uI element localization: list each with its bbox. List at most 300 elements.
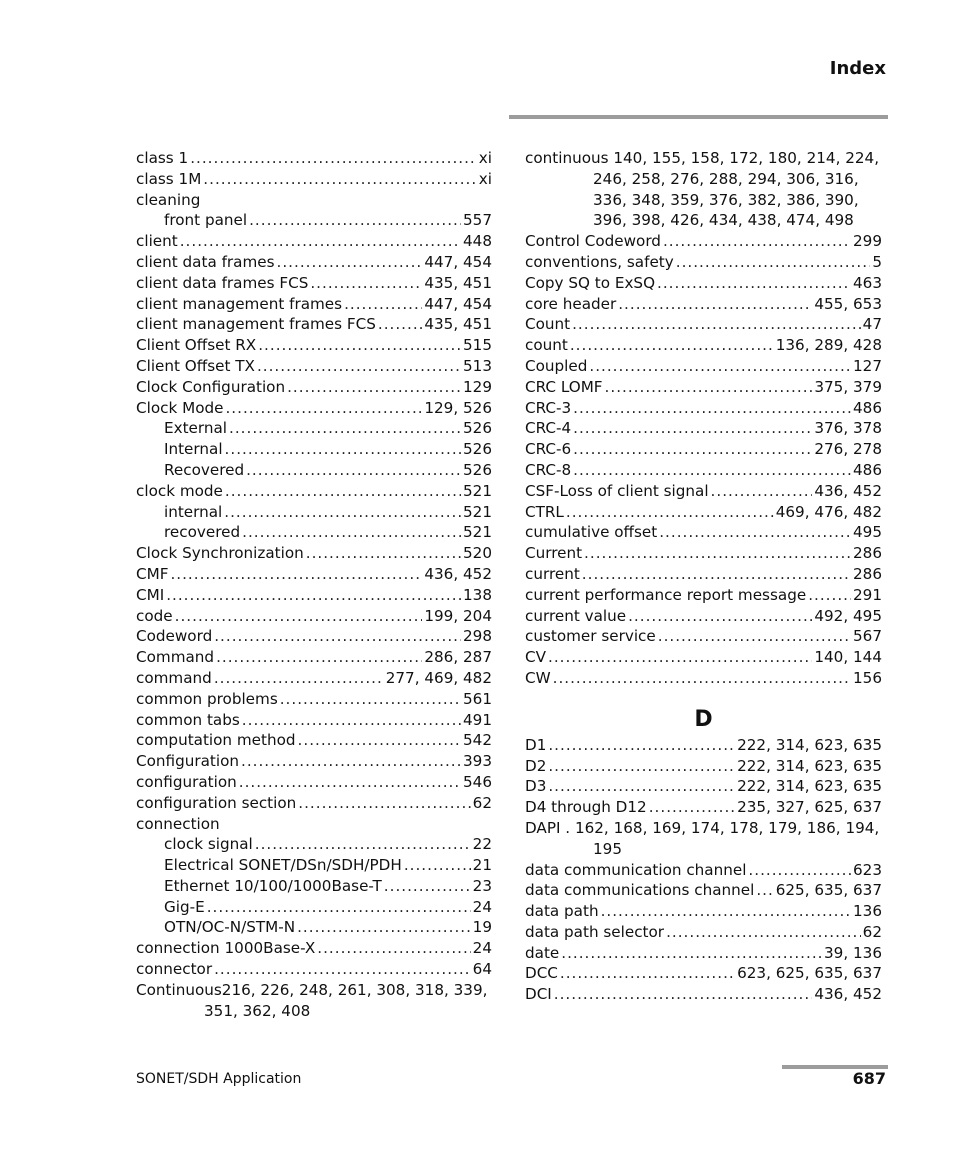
index-entry — [525, 963, 882, 984]
entry-pages: 526 — [463, 460, 492, 479]
entry-pages: 286 — [853, 544, 882, 563]
index-entry — [525, 231, 882, 252]
dot-leader — [618, 294, 812, 315]
entry-term: data communication channel — [525, 860, 747, 879]
dot-leader — [601, 901, 851, 922]
index-entry — [136, 377, 492, 398]
entry-term: Command — [136, 648, 215, 667]
index-entry — [136, 938, 492, 959]
index-entry — [525, 647, 882, 668]
entry-pages: 542 — [463, 731, 492, 750]
entry-pages: 486 — [853, 398, 882, 417]
dot-leader — [224, 502, 461, 523]
index-entry — [136, 418, 492, 439]
entry-term: command — [136, 668, 212, 687]
entry-term: count — [525, 336, 568, 355]
index-entry — [525, 543, 882, 564]
dot-leader — [808, 585, 851, 606]
entry-pages: 127 — [853, 356, 882, 375]
index-entry — [525, 943, 882, 964]
entry-term: connection — [136, 814, 220, 833]
entry-pages: 286, 287 — [424, 648, 492, 667]
entry-pages: 521 — [463, 502, 492, 521]
dot-leader — [572, 314, 861, 335]
entry-term: code — [136, 606, 173, 625]
dot-leader — [756, 880, 773, 901]
entry-term: DCI — [525, 985, 552, 1004]
entry-pages: 24 — [472, 939, 492, 958]
entry-pages: 222, 314, 623, 635 — [737, 756, 882, 775]
dot-leader — [306, 543, 461, 564]
entry-pages: 463 — [853, 273, 882, 292]
dot-leader — [298, 730, 461, 751]
index-entry — [136, 502, 492, 523]
entry-pages: 222, 314, 623, 635 — [737, 735, 882, 754]
index-entry — [136, 148, 492, 169]
entry-term: CRC-8 — [525, 460, 572, 479]
entry-pages: 136 — [853, 902, 882, 921]
dot-leader — [589, 356, 851, 377]
entry-term: CRC-3 — [525, 398, 572, 417]
index-entry — [136, 626, 492, 647]
index-entry — [136, 169, 492, 190]
entry-pages: 561 — [463, 689, 492, 708]
index-entry — [525, 626, 882, 647]
footer-page-number: 687 — [852, 1069, 886, 1088]
index-entry — [136, 356, 492, 377]
index-entry — [525, 564, 882, 585]
dot-leader — [658, 626, 851, 647]
entry-term: conventions, safety — [525, 252, 674, 271]
entry-term: Current — [525, 544, 583, 563]
entry-pages: 492, 495 — [814, 606, 882, 625]
entry-term: CMI — [136, 585, 165, 604]
dot-leader — [280, 689, 461, 710]
dot-leader — [548, 776, 735, 797]
entry-pages: 222, 314, 623, 635 — [737, 777, 882, 796]
entry-pages: 299 — [853, 232, 882, 251]
entry-term: current performance report message — [525, 585, 807, 604]
entry-term: Gig-E — [164, 897, 205, 916]
index-column-left — [136, 148, 492, 1021]
entry-term: cumulative offset — [525, 523, 658, 542]
entry-term: Recovered — [164, 460, 245, 479]
index-entry — [525, 377, 882, 398]
index-entry — [136, 231, 492, 252]
entry-pages: 486 — [853, 460, 882, 479]
page-header-title: Index — [829, 58, 886, 79]
entry-pages: 136, 289, 428 — [775, 336, 882, 355]
entry-pages: 435, 451 — [424, 273, 492, 292]
index-entry-dapi: DAPI . 162, 168, 169, 174, 178, 179, 186, 194, — [525, 818, 880, 837]
index-entry — [525, 522, 882, 543]
entry-term: front panel — [164, 211, 248, 230]
entry-term: Client Offset TX — [136, 356, 255, 375]
dot-leader — [180, 231, 461, 252]
index-entry — [525, 984, 882, 1005]
entry-term: class 1 — [136, 149, 189, 167]
dot-leader — [166, 585, 461, 606]
entry-term: client data frames — [136, 252, 275, 271]
index-entry — [525, 735, 882, 756]
entry-pages: 291 — [853, 585, 882, 604]
entry-pages: 526 — [463, 440, 492, 459]
index-entry — [136, 689, 492, 710]
entry-pages: 447, 454 — [424, 252, 492, 271]
entry-pages: 513 — [463, 356, 492, 375]
dot-leader — [287, 377, 461, 398]
dot-leader — [663, 231, 851, 252]
index-entry — [525, 460, 882, 481]
index-entry — [525, 860, 882, 881]
entry-term: configuration — [136, 772, 237, 791]
index-entry — [136, 772, 492, 793]
dot-leader — [277, 252, 423, 273]
dot-leader — [242, 710, 461, 731]
dot-leader — [570, 335, 774, 356]
entry-pages: 62 — [472, 793, 492, 812]
entry-term: CRC LOMF — [525, 377, 603, 396]
entry-pages: 140, 144 — [814, 648, 882, 667]
index-entry — [136, 668, 492, 689]
entry-pages: 491 — [463, 710, 492, 729]
entry-pages: 515 — [463, 336, 492, 355]
entry-term: common tabs — [136, 710, 240, 729]
entry-pages: 19 — [472, 918, 492, 937]
index-entry — [136, 481, 492, 502]
dot-leader — [242, 522, 461, 543]
entry-pages: 235, 327, 625, 637 — [737, 798, 882, 817]
index-entry — [136, 460, 492, 481]
index-entry — [136, 273, 492, 294]
dot-leader — [229, 418, 461, 439]
dot-leader — [582, 564, 851, 585]
index-entry — [525, 398, 882, 419]
entry-term: customer service — [525, 627, 656, 646]
entry-pages: 393 — [463, 752, 492, 771]
entry-pages: 62 — [862, 922, 882, 941]
index-entry — [136, 647, 492, 668]
entry-term: Clock Mode — [136, 398, 224, 417]
entry-pages: 567 — [853, 627, 882, 646]
index-entry — [525, 356, 882, 377]
entry-term: client — [136, 232, 178, 251]
entry-term: connection 1000Base-X — [136, 939, 316, 958]
entry-pages: 623 — [853, 860, 882, 879]
entry-pages: 625, 635, 637 — [775, 881, 882, 900]
dot-leader — [605, 377, 813, 398]
index-entry — [136, 314, 492, 335]
index-entry — [136, 751, 492, 772]
dot-leader — [548, 756, 735, 777]
index-entry — [136, 398, 492, 419]
entry-term: D1 — [525, 735, 547, 754]
dot-leader — [249, 210, 461, 231]
entry-term: CV — [525, 648, 546, 667]
entry-term: client data frames FCS — [136, 273, 309, 292]
index-entry — [525, 585, 882, 606]
entry-pages: 276, 278 — [814, 440, 882, 459]
dot-leader — [573, 398, 851, 419]
dot-leader — [554, 984, 813, 1005]
entry-pages: 521 — [463, 481, 492, 500]
entry-term: D2 — [525, 756, 547, 775]
dot-leader — [548, 735, 735, 756]
entry-term: Electrical SONET/DSn/SDH/PDH — [164, 856, 402, 875]
dot-leader — [553, 668, 851, 689]
entry-term: current value — [525, 606, 627, 625]
entry-pages: 436, 452 — [814, 985, 882, 1004]
entry-pages: 448 — [463, 232, 492, 251]
entry-term: Count — [525, 315, 571, 334]
entry-pages: 526 — [463, 419, 492, 438]
dot-leader — [344, 294, 422, 315]
dot-leader — [711, 481, 813, 502]
index-entry — [525, 252, 882, 273]
dot-leader — [573, 460, 851, 481]
section-letter: D — [694, 706, 713, 732]
entry-pages: 21 — [472, 856, 492, 875]
dot-leader — [175, 606, 423, 627]
index-entry — [136, 564, 492, 585]
entry-term: OTN/OC-N/STM-N — [164, 918, 296, 937]
entry-term: connector — [136, 960, 213, 979]
dot-leader — [649, 797, 735, 818]
entry-pages: 495 — [853, 523, 882, 542]
index-entry — [136, 294, 492, 315]
entry-pages: 435, 451 — [424, 315, 492, 334]
entry-term: date — [525, 943, 560, 962]
entry-term: core header — [525, 294, 617, 313]
dot-leader — [573, 439, 812, 460]
index-entry — [136, 814, 492, 835]
dot-leader — [657, 273, 851, 294]
entry-pages: 298 — [463, 627, 492, 646]
dot-leader — [246, 460, 461, 481]
index-entry — [136, 876, 492, 897]
entry-term: clock signal — [164, 835, 253, 854]
entry-pages: xi — [478, 169, 492, 188]
dot-leader — [666, 922, 861, 943]
index-entry — [525, 756, 882, 777]
entry-term: data path selector — [525, 922, 665, 941]
entry-pages: 64 — [472, 960, 492, 979]
entry-term: D4 through D12 — [525, 798, 647, 817]
entry-pages: 47 — [862, 315, 882, 334]
entry-term: Copy SQ to ExSQ — [525, 273, 656, 292]
index-entry — [136, 252, 492, 273]
entry-pages: 199, 204 — [424, 606, 492, 625]
entry-pages: 277, 469, 482 — [385, 668, 492, 687]
entry-term: CRC-4 — [525, 419, 572, 438]
entry-term: common problems — [136, 689, 278, 708]
index-entry — [525, 294, 882, 315]
entry-pages: 156 — [853, 668, 882, 687]
index-entry — [136, 710, 492, 731]
entry-term: client management frames FCS — [136, 315, 376, 334]
entry-pages: 375, 379 — [814, 377, 882, 396]
entry-pages-continued: 336, 348, 359, 376, 382, 386, 390, — [593, 190, 859, 209]
dot-leader — [566, 502, 774, 523]
entry-term: computation method — [136, 731, 296, 750]
index-entry — [136, 585, 492, 606]
dot-leader — [203, 169, 476, 190]
entry-term: class 1M — [136, 169, 202, 188]
entry-pages: 22 — [472, 835, 492, 854]
index-entry — [525, 502, 882, 523]
index-entry — [525, 439, 882, 460]
dot-leader — [659, 522, 851, 543]
entry-pages: 520 — [463, 544, 492, 563]
entry-term: configuration section — [136, 793, 297, 812]
entry-term: CW — [525, 668, 551, 687]
entry-pages: 469, 476, 482 — [775, 502, 882, 521]
index-entry — [136, 335, 492, 356]
index-entry — [525, 314, 882, 335]
dot-leader — [214, 959, 471, 980]
dot-leader — [573, 418, 812, 439]
dot-leader — [378, 314, 422, 335]
dot-leader — [214, 668, 384, 689]
index-entry — [136, 855, 492, 876]
entry-term: CTRL — [525, 502, 564, 521]
entry-pages: 623, 625, 635, 637 — [737, 964, 882, 983]
entry-term: client management frames — [136, 294, 343, 313]
index-entry — [525, 668, 882, 689]
index-entry — [136, 522, 492, 543]
index-entry — [525, 418, 882, 439]
entry-term: Configuration — [136, 752, 239, 771]
index-entry — [525, 273, 882, 294]
entry-pages: 286 — [853, 564, 882, 583]
entry-pages: 23 — [472, 876, 492, 895]
entry-term: Control Codeword — [525, 232, 661, 251]
index-entry — [136, 793, 492, 814]
entry-term: data path — [525, 902, 599, 921]
header-rule — [509, 115, 888, 119]
index-entry — [525, 880, 882, 901]
dot-leader — [584, 543, 851, 564]
entry-term: Ethernet 10/100/1000Base-T — [164, 876, 382, 895]
entry-pages: 129, 526 — [424, 398, 492, 417]
dot-leader — [628, 606, 812, 627]
entry-pages: 455, 653 — [814, 294, 882, 313]
entry-term: Client Offset RX — [136, 336, 257, 355]
entry-pages-continued: 351, 362, 408 — [204, 1001, 311, 1020]
entry-pages: 216, 226, 248, 261, 308, 318, 339, — [221, 980, 488, 999]
index-entry — [136, 190, 492, 211]
dot-leader — [207, 897, 471, 918]
entry-term: clock mode — [136, 481, 223, 500]
dot-leader — [561, 943, 822, 964]
entry-pages-continued: 246, 258, 276, 288, 294, 306, 316, — [593, 169, 859, 188]
entry-term: continuous — [525, 149, 609, 167]
dot-leader — [297, 917, 471, 938]
entry-term: Clock Synchronization — [136, 544, 304, 563]
index-entry — [136, 439, 492, 460]
entry-term: Coupled — [525, 356, 588, 375]
entry-term: Clock Configuration — [136, 377, 286, 396]
entry-pages: 5 — [872, 252, 882, 271]
dot-leader — [257, 356, 461, 377]
dot-leader — [170, 564, 422, 585]
entry-pages: 521 — [463, 523, 492, 542]
index-entry — [525, 606, 882, 627]
entry-pages: 39, 136 — [824, 943, 882, 962]
index-entry — [136, 897, 492, 918]
entry-pages: 436, 452 — [424, 564, 492, 583]
entry-pages: 140, 155, 158, 172, 180, 214, 224, — [613, 149, 880, 167]
index-entry — [525, 481, 882, 502]
entry-term: Codeword — [136, 627, 213, 646]
index-entry — [525, 335, 882, 356]
index-entry — [136, 834, 492, 855]
index-column-right — [525, 148, 882, 1005]
entry-pages-continued: 195 — [593, 839, 622, 858]
dot-leader — [560, 963, 735, 984]
index-entry-continuous — [525, 148, 882, 169]
entry-pages: xi — [478, 149, 492, 167]
entry-term: DCC — [525, 964, 558, 983]
entry-pages: 129 — [463, 377, 492, 396]
entry-pages-continued: 396, 398, 426, 434, 438, 474, 498 — [593, 211, 854, 230]
dot-leader — [214, 626, 461, 647]
dot-leader — [255, 834, 471, 855]
entry-pages: 376, 378 — [814, 419, 882, 438]
entry-pages: 24 — [472, 897, 492, 916]
dot-leader — [225, 398, 422, 419]
dot-leader — [225, 481, 461, 502]
index-entry-continuous — [136, 980, 492, 1001]
dot-leader — [241, 751, 461, 772]
dot-leader — [258, 335, 461, 356]
entry-term: CSF-Loss of client signal — [525, 481, 709, 500]
index-entry — [136, 210, 492, 231]
dot-leader — [748, 860, 851, 881]
index-entry — [136, 959, 492, 980]
entry-pages: 436, 452 — [814, 481, 882, 500]
entry-pages: 447, 454 — [424, 294, 492, 313]
entry-term: Internal — [164, 440, 223, 459]
entry-term: Continuous — [136, 980, 222, 999]
index-entry — [525, 922, 882, 943]
entry-pages: 557 — [463, 211, 492, 230]
dot-leader — [384, 876, 471, 897]
dot-leader — [676, 252, 871, 273]
entry-term: recovered — [164, 523, 241, 542]
entry-term: D3 — [525, 777, 547, 796]
entry-term: current — [525, 564, 580, 583]
entry-term: CRC-6 — [525, 440, 572, 459]
index-entry — [525, 901, 882, 922]
dot-leader — [225, 439, 461, 460]
entry-term: cleaning — [136, 190, 201, 209]
entry-term: data communications channel — [525, 881, 755, 900]
index-entry — [136, 730, 492, 751]
dot-leader — [548, 647, 812, 668]
dot-leader — [239, 772, 461, 793]
dot-leader — [190, 148, 477, 169]
dot-leader — [404, 855, 471, 876]
entry-pages: 138 — [463, 585, 492, 604]
index-entry — [136, 606, 492, 627]
entry-term: External — [164, 419, 228, 438]
index-entry — [525, 776, 882, 797]
dot-leader — [317, 938, 470, 959]
dot-leader — [310, 273, 422, 294]
entry-term: internal — [164, 502, 223, 521]
footer-product-name: SONET/SDH Application — [136, 1071, 302, 1087]
